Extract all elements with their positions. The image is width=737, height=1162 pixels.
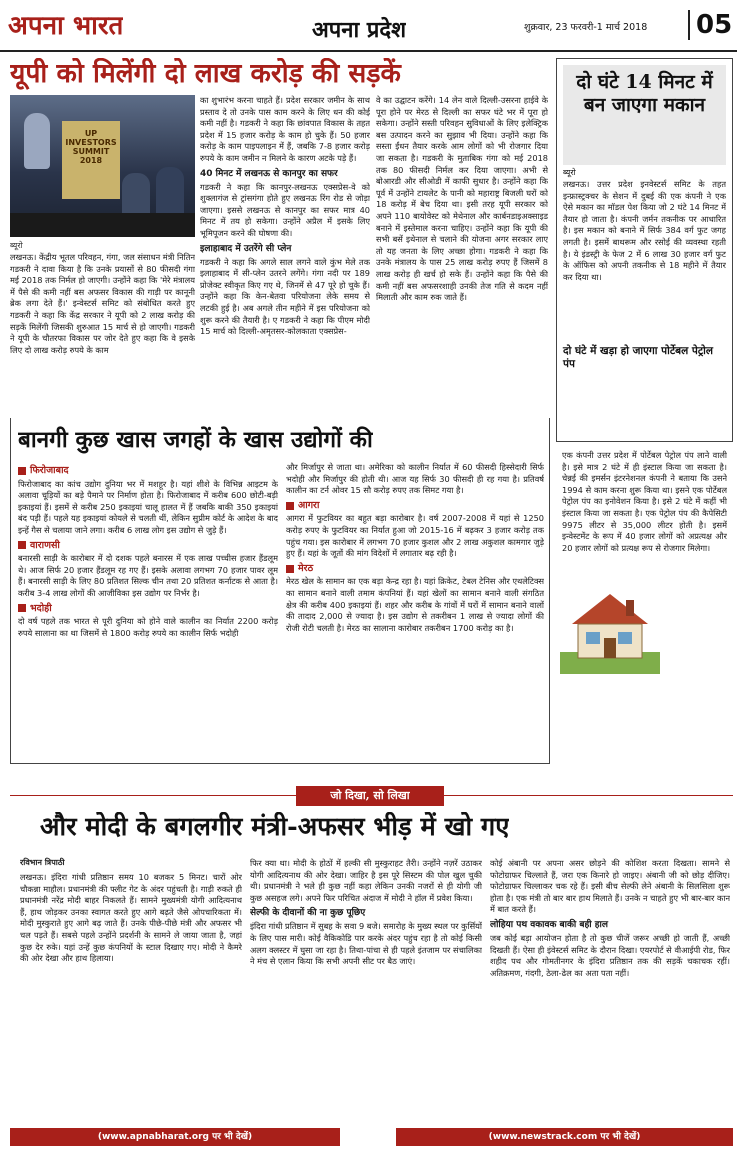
byline: रविभान त्रिपाठी: [20, 858, 65, 867]
city-heading: [286, 563, 544, 575]
story1-column-2: [200, 95, 370, 415]
summit-board: UP INVESTORS SUMMIT 2018: [62, 121, 120, 199]
story3-headline: और मोदी के बगलगीर मंत्री-अफसर भीड़ में खो गए: [40, 812, 510, 842]
story2-column-2: [286, 462, 544, 757]
masthead: [0, 0, 737, 52]
column-ribbon: जो दिखा, सो लिखा: [296, 786, 444, 806]
city-name: फिरोजाबाद: [30, 465, 69, 476]
city-name: मेरठ: [298, 562, 314, 574]
story3-column-1: लखनऊ। इंदिरा गांधी प्रतिष्ठान समय 10 बजकर 5 मिनट। चारों ओर चौकन्ना माहौल। प्रधानमंत्री की फ्लीट गेट के अंदर पहुंचती है। गाड़ी रुकते ही प्रधानमंत्री नरेंद्र मोदी बाहर निकलते हैं। सामने मुख्यमंत्री योगी आदित्यनाथ हैं, हाथ जोड़कर उनका स्वागत करते हुए आगे बढ़ते जैसे ओपचारिकता में। मोदी मुस्कुराते हुए आगे बढ़ जाते हैं। उनके पीछे-पीछे मंत्री और अफसर भी चल पड़ते हैं। सबसे पहले उन्होंने प्रदर्शनी के सामने ले जाया जाता है, जहां कुछ देर रुके। यहां उन्हें कुछ कंपनियों के स्टाल दिखाए गए। मोदी ने कैमरे की ओर देखा और हाथ हिलाया।: [20, 872, 242, 964]
story2-headline: बानगी कुछ खास जगहों के खास उद्योगों की: [18, 427, 373, 453]
city-heading: [18, 540, 278, 552]
city-name: वाराणसी: [30, 539, 60, 551]
story3-paragraph: जब कोई बड़ा आयोजन होता है तो कुछ चीजें जरूर अच्छी हो जाती हैं, अच्छी दिखती हैं। ऐसा ही इंवेस्टर्स समिट के दौरान दिखा। एयरपोर्ट से वीआईपी रोड, फिर शहीद पथ और गोमतीनगर के इंदिरा प्रतिष्ठान तक की सड़कें चकाचक रहीं। अतिक्रमण, गंदगी, ठेला-ढेल का अता पता नहीं।: [490, 932, 730, 978]
section-title: अपना प्रदेश: [312, 17, 407, 43]
city-text: दो वर्ष पहले तक भारत से पूरी दुनिया को होने वाले कालीन का निर्यात 2200 करोड़ रुपये सालाना का था जिसमें से 1800 करोड़ रुपये का कालीन सिर्फ भदोही: [18, 616, 278, 638]
sidebar-text-2: एक कंपनी उत्तर प्रदेश में पोर्टेबल पेट्रोल पंप लाने वाली है। इसे मात्र 2 घंटे में ही इंस्टाल किया जा सकता है। चेन्नई की इमर्सन इंटरनेशनल कंपनी ने बताया कि उसने 1994 से काम करना शुरू किया था। इसने एक पोर्टेबल पेट्रोल पंप का इनोवेशन किया है। इसे 2 घंटे में कहीं भी इंस्टाल किया जा सकता है। एक पेट्रोल पंप की कैपेसिटी 9975 लीटर से 35,000 लीटर होती है। इसमें इन्वेस्टमेंट के रूप में 40 हजार लोगों को अप्रत्यक्ष और 20 हजार लोगों को प्रत्यक्ष रूप से रोजगार मिलेगा।: [562, 450, 727, 553]
city-text: मेरठ खेल के सामान का एक बड़ा केन्द्र रहा है। यहां क्रिकेट, टेबल टेनिस और एथलेटिक्स का सामान बनाने वाली तमाम कंपनियां हैं। यहां खेलों का सामान बनाने वाली संगठित क्षेत्र की करीब 400 इकाइयां हैं। शहर और करीब के गांवों में घरों में सामान बनाने वालों की तादाद 2,000 से ज्यादा है। इस उद्योग से तकरीबन 1 लाख से ज्यादा लोगों की रोजी रोटी चलती है। मेरठ का सालाना कारोबार तकरीबन 1700 करोड़ का है।: [286, 576, 544, 633]
sidebar-box: [556, 58, 733, 442]
story3-paragraph: कोई अंबानी पर अपना असर छोड़ने की कोशिश करता दिखता। सामने से फोटोग्राफर चिल्लाते हैं, जरा एक किनारे हो जाइए। अंबानी जी को छोड़ दीजिए। फोटोग्राफर चिल्लाकर चक रहे हैं। इसी बीच सेल्फी लेने अंबानी के सिलसिला शुरू होता है। एक मंत्री तो बार बार हाथ मिलाते हैं। उनके न चाहते हुए भी बार-बार कान में बात करते हैं।: [490, 858, 730, 915]
house-illustration: [560, 582, 660, 674]
city-name: भदोही: [30, 602, 52, 614]
sidebar-subhead: दो घंटे में खड़ा हो जाएगा पोर्टेबल पेट्रोल पंप: [563, 345, 714, 370]
story1-headline: यूपी को मिलेंगी दो लाख करोड़ की सड़कें: [10, 58, 401, 89]
story1-column-1: लखनऊ। केंद्रीय भूतल परिवहन, गंगा, जल संसाधन मंत्री नितिन गडकरी ने दावा किया है कि उनके प्रयासों से 80 फीसदी गंगा मई 2018 तक निर्मल हो जाएगी। उन्होंने कहा कि 'मेरे मंत्रालय में पैसे की कमी नहीं बस अफसर विकास की गाड़ी पर कानूनी ब्रेक लगा देते हैं।' इन्वेस्टर्स समिट को संबोधित करते हुए गडकरी ने कहा कि केंद्र सरकार ने यूपी को 2 लाख करोड़ की सड़कें मिलेंगी जिसकी शुरुआत 15 मार्च से हो जाएगी। गडकरी ने यूपी के चौतरफा विकास पर जोर देते हुए कहा कि वे इसके लिए दो लाख करोड़ रुपये के काम: [10, 252, 195, 355]
speaker-figure: [24, 113, 50, 169]
newspaper-logo: अपना भारत: [8, 11, 124, 41]
city-heading: [18, 465, 278, 477]
bullet-square-icon: [286, 565, 294, 573]
issue-date: शुक्रवार, 23 फरवरी-1 मार्च 2018: [524, 22, 648, 33]
city-heading: [18, 603, 278, 615]
city-text: और मिर्जापुर से जाता था। अमेरिका को कालीन निर्यात में 60 फीसदी हिस्सेदारी सिर्फ भदोही और मिर्जापुर की होती थी। आज यह सिर्फ 30 फीसदी ही रह गया है। प्रतिवर्ष कालीन का टर्न ओवर 15 सौ करोड़ रुपए तक सिमट गया है।: [286, 462, 544, 496]
sidebar-credit: ब्यूरो: [563, 168, 576, 177]
story3-subhead: सेल्फी के दीवानों की ना कुछ पूछिए: [250, 908, 366, 919]
story1-paragraph: गडकरी ने कहा कि कानपुर-लखनऊ एक्सप्रेस-वे को शुक्लागंज से ट्रांसगंगा होते हुए लखनऊ रिंग रोड से जोड़ा जाएगा। इससे लखनऊ से कानपुर का सफर मात्र 40 मिनट में तय हो सकेगा। उन्होंने अप्रैल में इसके लिए भूमिपूजन करने की घोषणा की।: [200, 181, 370, 238]
bullet-square-icon: [18, 541, 26, 549]
story1-paragraph: का शुभारंभ करना चाहते हैं। प्रदेश सरकार जमीन के साथ प्रस्ताव दे तो उनके पास काम करने के लिए धन की कोई कमी नहीं है। गडकरी ने कहा कि छांवपात विकास के तहत प्रदेश में 15 हजार करोड़ के काम हो चुके हैं। 50 हजार करोड़ के काम पाइपलाइन में हैं, जबकि 7-8 हजार करोड़ रुपये के काम जमीन न मिलने के कारण अटके पड़े हैं।: [200, 95, 370, 163]
summit-photo: [10, 95, 195, 237]
bullet-square-icon: [18, 467, 26, 475]
city-name: आगरा: [298, 499, 320, 511]
photo-credit: ब्यूरो: [10, 241, 23, 250]
city-heading: [286, 500, 544, 512]
story3-column-3: [490, 858, 730, 1122]
bullet-square-icon: [286, 502, 294, 510]
story3-column-2: [250, 858, 482, 1122]
bullet-square-icon: [18, 604, 26, 612]
story3-paragraph: फिर क्या था। मोदी के होठों में हल्की सी मुस्कुराहट तैरी। उन्होंने नज़रें उठाकर योगी आदित्यनाथ की ओर देखा। जाहिर है इस पूरे सिस्टम की पोल खुल चुकी थी। प्रधानमंत्री ने भले ही कुछ नहीं कहा लेकिन उनकी नजरों से ही योगी जी कुछ असहज लगे। अपने फिर परिचित अंदाज में मोदी ने हॉल में प्रवेश किया।: [250, 858, 482, 903]
sidebar-headline: दो घंटे 14 मिनट में बन जाएगा मकान: [563, 65, 726, 165]
story2-column-1: [18, 462, 278, 757]
city-text: फिरोजाबाद का कांच उद्योग दुनिया भर में मशहूर है। यहां शीशे के विभिन्न आइटम के अलावा चूड़ियों का बड़े पैमाने पर निर्माण होता है। फिरोजाबाद में करीब 600 छोटी-बड़ी इकाइयां हैं। इसमें से करीब 250 इकाइयां चालू हालत में हैं जबकि बाकी 350 इकाइयां बंद पड़ी हैं। पहले यह इकाइयां कोयले से चलती थीं, लेकिन सुप्रीम कोर्ट के आदेश के बाद इन्हें गैस से चलाया जाने लगा। करीब 6 लाख लोग इस उद्योग से जुड़े हैं।: [18, 478, 278, 535]
story1-subhead: इलाहाबाद में उतरेंगे सी प्लेन: [200, 243, 292, 254]
city-text: बनारसी साड़ी के कारोबार में दो दशक पहले बनारस में एक लाख पच्चीस हजार हैंडलूम थे। आज सिर्फ 20 हजार हैंडलूम रह गए हैं। इसके अलावा लगभग 70 हजार पावर लूम हैं। बनारसी साड़ी के लिए 80 प्रतिशत सिल्क चीन तथा 20 प्रतिशत कर्नाटक से आता है। करीब 3-4 लाख लोगों की आजीविका इस उद्योग पर निर्भर है।: [18, 553, 278, 598]
footer-website-link[interactable]: (www.apnabharat.org पर भी देखें): [10, 1128, 340, 1146]
sidebar-text: लखनऊ। उत्तर प्रदेश इनवेस्टर्स समिट के तहत इन्फ्रास्ट्रक्चर के सेशन में दुबई की एक कंपनी ने एक ऐसे मकान का मॉडल पेश किया जो 2 घंटे 14 मिनट में तैयार हो जाता है। कंपनी जर्मन तकनीक पर आधारित है। इस मकान को बनाने में सिर्फ 384 वर्ग फुट जगह लगती है। इसमें बाथरूम और रसोई की व्यवस्था रहती है। ये इंडस्ट्री के फेज 2 में 6 लाख 30 हजार वर्ग फुट के ऑफिस को अपनी तकनीक से 18 महीने में तैयार कर दिया था।: [563, 179, 726, 282]
story1-paragraph: गडकरी ने कहा कि अगले साल लगने वाले कुंभ मेले तक इलाहाबाद में सी-प्लेन उतरने लगेंगे। गंगा नदी पर 189 प्रोजेक्ट स्वीकृत किए गए थे, जिनमें से 47 पूरे हो चुके हैं। उन्होंने कहा कि केन-बेतवा परियोजना लेके समय से लटकी हुई है। अब अगले तीन महीने में इस परियोजना को शुरू करने की तैयारी है। ए गडकरी ने कहा कि पीएम मोदी 15 मार्च को दिल्ली-अमृतसर-कोलकाता एक्सप्रेस-: [200, 256, 370, 337]
footer-website-link[interactable]: (www.newstrack.com पर भी देखें): [396, 1128, 733, 1146]
story3-subhead: लोहिया पथ वकावक बाकी बही हाल: [490, 919, 608, 930]
story3-paragraph: इंदिरा गांधी प्रतिष्ठान में सुबह के सवा 9 बजे। समारोह के मुख्य स्थल पर कुर्सियों के लिए पास मारी। कोई वैकिकोडि पार करके अंदर पहुंच रहा है तो कोई किसी अलग क्लस्टर में घुसा जा रहा है। तिथा-पांचा से ही पहले इंतजाम पर संचालिका ने मंच से एलान किया कि सभी अपनी सीट पर बैठ जाएं।: [250, 921, 482, 967]
city-text: आगरा में फुटवियर का बहुत बड़ा कारोबार है। वर्ष 2007-2008 में यहां से 1250 करोड़ रुपए के फुटवियर का निर्यात हुआ जो 2015-16 में बढ़कर 3 हजार करोड़ तक पहुंच गया। इस कारोबार में लगभग 70 हजार कुशल और 2 लाख अकुशल कामगार जुड़े हुए हैं। यहां के जूतों की मांग विदेशों में लगातार बढ़ रही है।: [286, 513, 544, 559]
stage-table: [10, 213, 195, 237]
story1-subhead: 40 मिनट में लखनऊ से कानपुर का सफर: [200, 168, 338, 179]
story1-column-3: वे का उद्घाटन करेंगे। 14 लेन वाले दिल्ली-उसरना हाईवे के पूरा होने पर मेरठ से दिल्ली का सफर घंटे भर में पूरा हो सकेगा। उन्होंने सस्ती परिवहन सुविधाओं के लिए इलेक्ट्रिक बस उत्पादन करने का सुझाव भी दिया। उन्होंने कहा कि सस्ता ईंधन तैयार करके आम लोगों को भी रोजगार दिया जा सकता है। गडकरी के मुताबिक गंगा को मई 2018 तक 80 फीसदी निर्मल कर दिया जाएगा। अभी से बोआरडी और सीओडी में काफी सुधार है। उन्होंने कहा कि पूर्व में उन्होंने टायलेट के पानी को महाराष्ट्र बिजली घरों को 18 करोड़ में बेच दिया था। इसी तरह यूपी सरकार को अपने 110 बायोवेस्ट को मेथेनाल और कार्बनडाइअक्साइड बनाने में इस्तेमाल करना चाहिए। उन्होंने कहा कि यूपी की सभी बसें इथेनाल से चलाने की योजना अगर सरकार लाए तो यह जनता के लिए अच्छा होगा। गडकरी ने कहा कि उनके मंत्रालय के पास 25 लाख करोड़ रुपए हैं जिसमें 8 लाख करोड़ ही खर्च हो सके हैं। उन्होंने कहा कि पैसे की कमी नहीं बस अफसरशाही उनकी तेज गति से कदम नहीं मिलाती और काम रुक जाते हैं।: [376, 95, 548, 303]
page-number: 05: [688, 10, 732, 40]
